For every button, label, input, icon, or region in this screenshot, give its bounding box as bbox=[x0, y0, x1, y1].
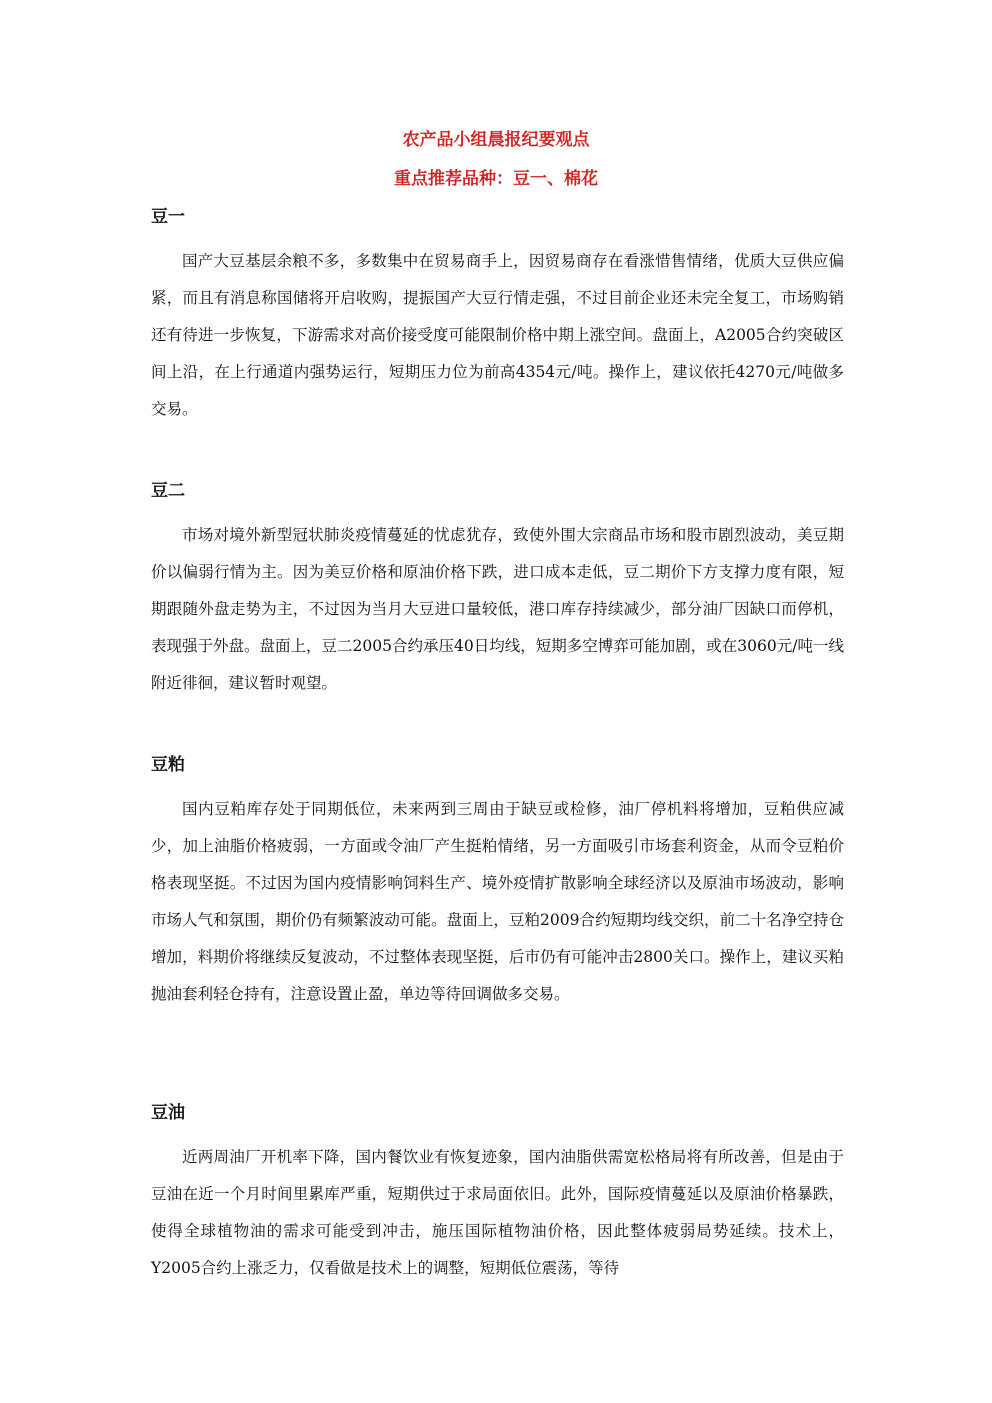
document-title: 农产品小组晨报纪要观点 bbox=[402, 130, 590, 150]
section-doupo bbox=[151, 754, 844, 1013]
document-subtitle: 重点推荐品种：豆一、棉花 bbox=[394, 169, 598, 189]
section-body: 国内豆粕库存处于同期低位，未来两到三周由于缺豆或检修，油厂停机料将增加，豆粕供应减少，加上油脂价格疲弱，一方面或令油厂产生挺粕情绪，另一方面吸引市场套利资金，从而令豆粕价格表现坚挺。不过因为国内疫情影响饲料生产、境外疫情扩散影响全球经济以及原油市场波动，影响市场人气和氛围，期价仍有频繁波动可能。盘面上，豆粕2009合约短期均线交织，前二十名净空持仓增加，料期价将继续反复波动，不过整体表现坚挺，后市仍有可能冲击2800关口。操作上，建议买粕抛油套利轻仓持有，注意设置止盈，单边等待回调做多交易。 bbox=[151, 800, 844, 1003]
section-body: 市场对境外新型冠状肺炎疫情蔓延的忧虑犹存，致使外围大宗商品市场和股市剧烈波动，美豆期价以偏弱行情为主。因为美豆价格和原油价格下跌，进口成本走低，豆二期价下方支撑力度有限，短期跟随外盘走势为主，不过因为当月大豆进口量较低，港口库存持续减少，部分油厂因缺口而停机，表现强于外盘。盘面上，豆二2005合约承压40日均线，短期多空博弈可能加剧，或在3060元/吨一线附近徘徊，建议暂时观望。 bbox=[151, 526, 844, 692]
section-body: 国产大豆基层余粮不多，多数集中在贸易商手上，因贸易商存在看涨惜售情绪，优质大豆供应偏紧，而且有消息称国储将开启收购，提振国产大豆行情走强，不过目前企业还未完全复工，市场购销还有待进一步恢复，下游需求对高价接受度可能限制价格中期上涨空间。盘面上，A2005合约突破区间上沿，在上行通道内强势运行，短期压力位为前高4354元/吨。操作上，建议依托4270元/吨做多交易。 bbox=[151, 252, 844, 418]
section-heading: 豆二 bbox=[151, 481, 185, 501]
section-heading: 豆粕 bbox=[151, 755, 185, 775]
section-douyi bbox=[151, 206, 844, 428]
section-body: 近两周油厂开机率下降，国内餐饮业有恢复迹象，国内油脂供需宽松格局将有所改善，但是由于豆油在近一个月时间里累库严重，短期供过于求局面依旧。此外，国际疫情蔓延以及原油价格暴跌，使得全球植物油的需求可能受到冲击，施压国际植物油价格，因此整体疲弱局势延续。技术上，Y2005合约上涨乏力，仅看做是技术上的调整，短期低位震荡，等待 bbox=[151, 1148, 844, 1277]
section-douer bbox=[151, 480, 844, 702]
section-heading: 豆一 bbox=[151, 207, 185, 227]
section-douyou bbox=[151, 1102, 844, 1287]
section-heading: 豆油 bbox=[151, 1103, 185, 1123]
